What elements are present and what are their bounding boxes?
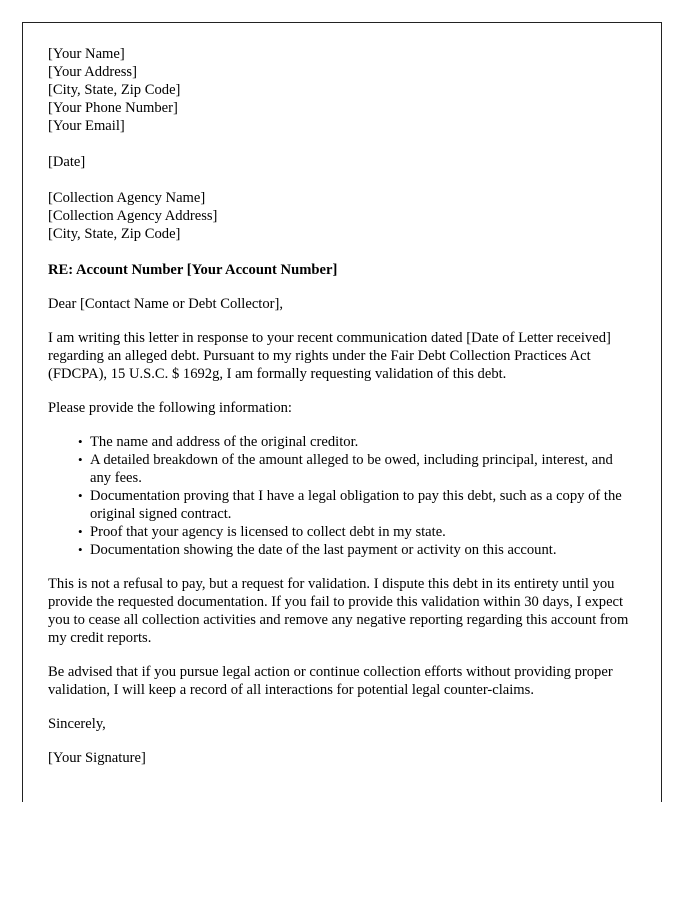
list-item: • The name and address of the original creditor.: [90, 433, 635, 451]
body-paragraph-1: I am writing this letter in response to your recent communication dated [Date of Letter received] regarding an alleged debt. Pursuant to my rights under the Fair Debt Collection Practices Act (FDCPA), 15 U.S.C. $ 1692g, I am formally requesting validation of this debt.: [48, 330, 611, 382]
recipient-address-block: [48, 189, 635, 243]
body-paragraph-2: This is not a refusal to pay, but a request for validation. I dispute this debt in its entirety until you provide the requested documentation. If you fail to provide this validation within 30 days, I expect you to cease all collection activities and remove any negative reporting regarding this account from my credit reports.: [48, 576, 629, 646]
list-item: • Proof that your agency is licensed to collect debt in my state.: [90, 523, 635, 541]
request-list: [48, 433, 635, 559]
salutation: Dear [Contact Name or Debt Collector],: [48, 296, 284, 312]
recipient-agency-address: [Collection Agency Address]: [48, 208, 218, 224]
sender-address-block: [48, 45, 635, 135]
sender-email: [Your Email]: [48, 118, 125, 134]
signature-line: [Your Signature]: [48, 750, 146, 766]
subject-line: RE: Account Number [Your Account Number]: [48, 262, 338, 278]
body-paragraph-3: Be advised that if you pursue legal action or continue collection efforts without providing proper validation, I will keep a record of all interactions for potential legal counter-claims.: [48, 664, 613, 698]
recipient-agency-name: [Collection Agency Name]: [48, 190, 206, 206]
request-list-intro: Please provide the following information:: [48, 400, 292, 416]
list-item: • Documentation proving that I have a legal obligation to pay this debt, such as a copy of the original signed contract.: [90, 487, 635, 523]
list-item: • A detailed breakdown of the amount alleged to be owed, including principal, interest, and any fees.: [90, 451, 635, 487]
recipient-city-state-zip: [City, State, Zip Code]: [48, 226, 181, 242]
sender-phone-number: [Your Phone Number]: [48, 100, 178, 116]
date-line: [Date]: [48, 154, 86, 170]
letter-body: [23, 23, 661, 767]
sender-street-address: [Your Address]: [48, 64, 137, 80]
letter-page: [22, 22, 662, 802]
closing-salutation: Sincerely,: [48, 716, 106, 732]
list-item: • Documentation showing the date of the last payment or activity on this account.: [90, 541, 635, 559]
sender-city-state-zip: [City, State, Zip Code]: [48, 82, 181, 98]
sender-name: [Your Name]: [48, 46, 125, 62]
